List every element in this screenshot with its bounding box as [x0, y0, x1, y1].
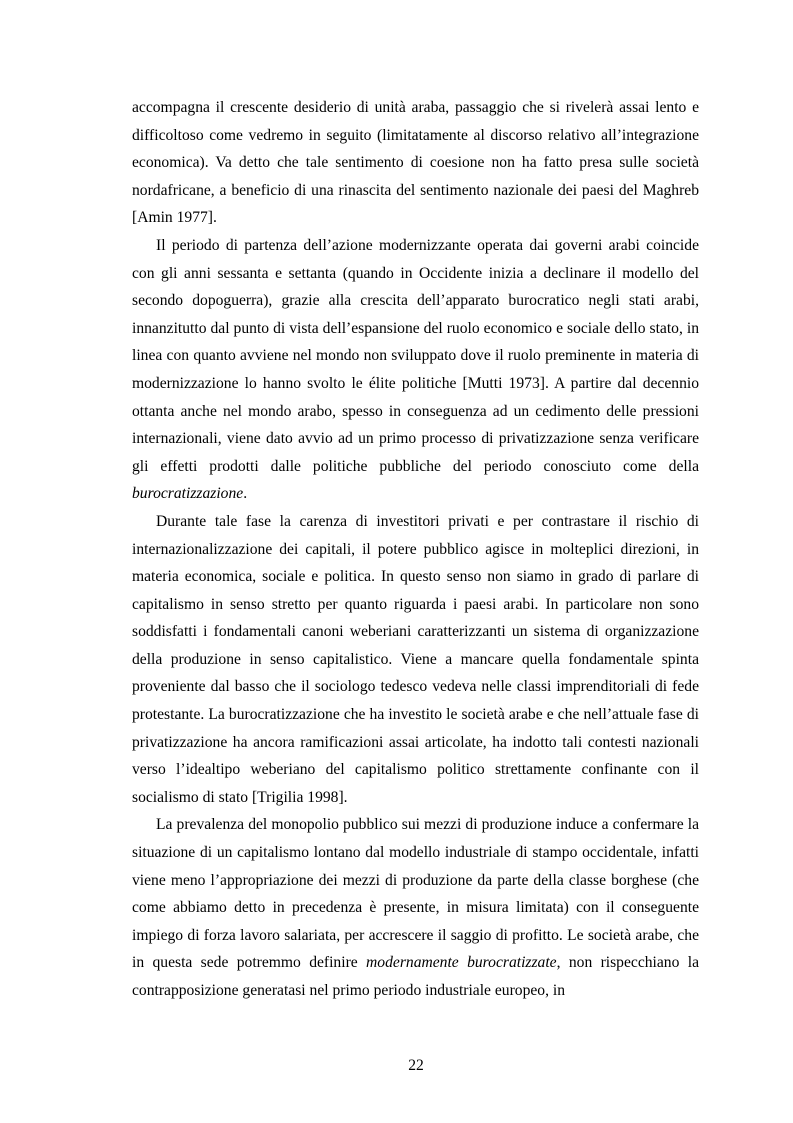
paragraph-3-text: Durante tale fase la carenza di investitori privati e per contrastare il rischio di internazionalizzazione dei capitali, il potere pubblico agisce in molteplici direzioni, in materia economica, sociale e politica. In questo senso non siamo in grado di parlare di capitalismo in senso stretto per quanto riguarda i paesi arabi. In particolare non sono soddisfatti i fondamentali canoni weberiani caratterizzanti un sistema di organizzazione della produzione in senso capitalistico. Viene a mancare quella fondamentale spinta proveniente dal basso che il sociologo tedesco vedeva nelle classi imprenditoriali di fede protestante. La burocratizzazione che ha investito le società arabe e che nell’attuale fase di privatizzazione ha ancora ramificazioni assai articolate, ha indotto tali contesti nazionali verso l’idealtipo weberiano del capitalismo politico strettamente confinante con il socialismo di stato [Trigilia 1998].	[132, 512, 699, 806]
paragraph-1-text: accompagna il crescente desiderio di unità araba, passaggio che si rivelerà assai lento e difficoltoso come vedremo in seguito (limitatamente al discorso relativo all’integrazione economica). Va detto che tale sentimento di coesione non ha fatto presa sulle società nordafricane, a beneficio di una rinascita del sentimento nazionale dei paesi del Maghreb [Amin 1977].	[132, 99, 699, 227]
paragraph-3	[132, 508, 699, 812]
paragraph-4	[132, 811, 699, 1004]
paragraph-2	[132, 232, 699, 508]
paragraph-2-emphasis: burocratizzazione	[132, 485, 244, 503]
paragraph-4-text: La prevalenza del monopolio pubblico sui mezzi di produzione induce a confermare la situazione di un capitalismo lontano dal modello industriale di stampo occidentale, infatti viene meno l’appropriazione dei mezzi di produzione da parte della classe borghese (che come abbiamo detto in precedenza è presente, in misura limitata) con il conseguente impiego di forza lavoro salariata, per accrescere il saggio di profitto. Le società arabe, che in questa sede potremmo definire	[132, 816, 699, 972]
paragraph-2-text: Il periodo di partenza dell’azione modernizzante operata dai governi arabi coincide con gli anni sessanta e settanta (quando in Occidente inizia a declinare il modello del secondo dopoguerra), grazie alla crescita dell’apparato burocratico negli stati arabi, innanzitutto dal punto di vista dell’espansione del ruolo economico e sociale dello stato, in linea con quanto avviene nel mondo non sviluppato dove il ruolo preminente in materia di modernizzazione lo hanno svolto le élite politiche [Mutti 1973]. A partire dal decennio ottanta anche nel mondo arabo, spesso in conseguenza ad un cedimento delle pressioni internazionali, viene dato avvio ad un primo processo di privatizzazione senza verificare gli effetti prodotti dalle politiche pubbliche del periodo conosciuto come della	[132, 236, 699, 475]
paragraph-2-text-end: .	[243, 485, 248, 503]
page-number: 22	[408, 1057, 424, 1074]
paragraph-4-emphasis: modernamente burocratizzate	[366, 954, 557, 972]
paragraph-4-text-end: , non rispecchiano la contrapposizione generatasi nel primo periodo industriale europeo, in	[132, 954, 700, 999]
body-text	[132, 94, 699, 1005]
paragraph-1	[132, 94, 699, 232]
